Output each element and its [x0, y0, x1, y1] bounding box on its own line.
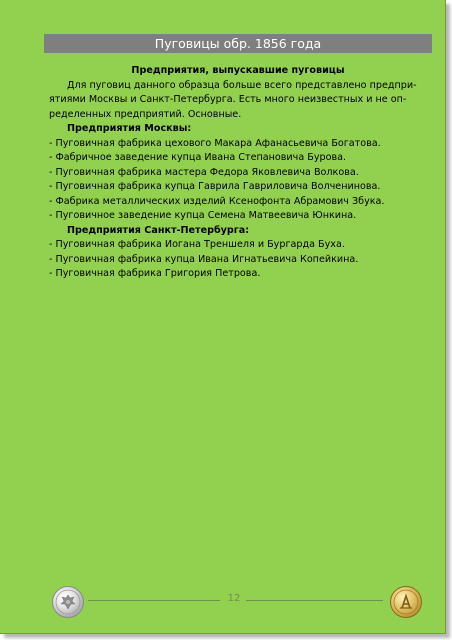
moscow-enterprises-list	[49, 137, 427, 224]
petersburg-enterprises-list	[49, 238, 427, 282]
footer-divider-left	[88, 600, 220, 601]
page-title: Пуговицы обр. 1856 года	[154, 36, 322, 51]
intro-line: Для пуговиц данного образца больше всего представлено предпри-	[67, 79, 417, 91]
page-number: 12	[227, 593, 241, 604]
gold-button-icon	[390, 586, 422, 618]
silver-eagle-button-icon	[52, 586, 84, 618]
list-item: - Пуговичная фабрика Иогана Треншеля и Бургарда Буха.	[49, 239, 345, 250]
section-title: Предприятия, выпускавшие пуговицы	[131, 65, 345, 76]
list-item: - Пуговичное заведение купца Семена Матвеевича Юнкина.	[49, 210, 357, 221]
list-item: - Пуговичная фабрика мастера Федора Яковлевича Волкова.	[49, 166, 359, 178]
intro-line: ределенных предприятий. Основные.	[49, 108, 242, 120]
intro-paragraph	[49, 79, 427, 123]
list-item: - Пуговичная фабрика купца Ивана Игнатьевича Копейкина.	[49, 253, 359, 265]
list-item: - Пуговичная фабрика цехового Макара Афанасьевича Богатова.	[49, 137, 381, 149]
moscow-group-title: Предприятия Москвы:	[67, 123, 192, 134]
list-item: - Пуговичная фабрика Григория Петрова.	[49, 268, 261, 279]
intro-line: ятиями Москвы и Санкт-Петербурга. Есть много неизвестных и не оп-	[49, 94, 407, 105]
list-item: - Фабрика металлических изделий Ксенофонта Абрамович Збука.	[49, 195, 385, 207]
list-item: - Фабричное заведение купца Ивана Степановича Бурова.	[49, 152, 347, 163]
page-header	[44, 34, 432, 53]
list-item: - Пуговичная фабрика купца Гаврила Гавриловича Волченинова.	[49, 181, 381, 192]
footer-divider-right	[246, 600, 383, 601]
page-content	[49, 64, 427, 282]
petersburg-group-title: Предприятия Санкт-Петербурга:	[67, 224, 250, 236]
